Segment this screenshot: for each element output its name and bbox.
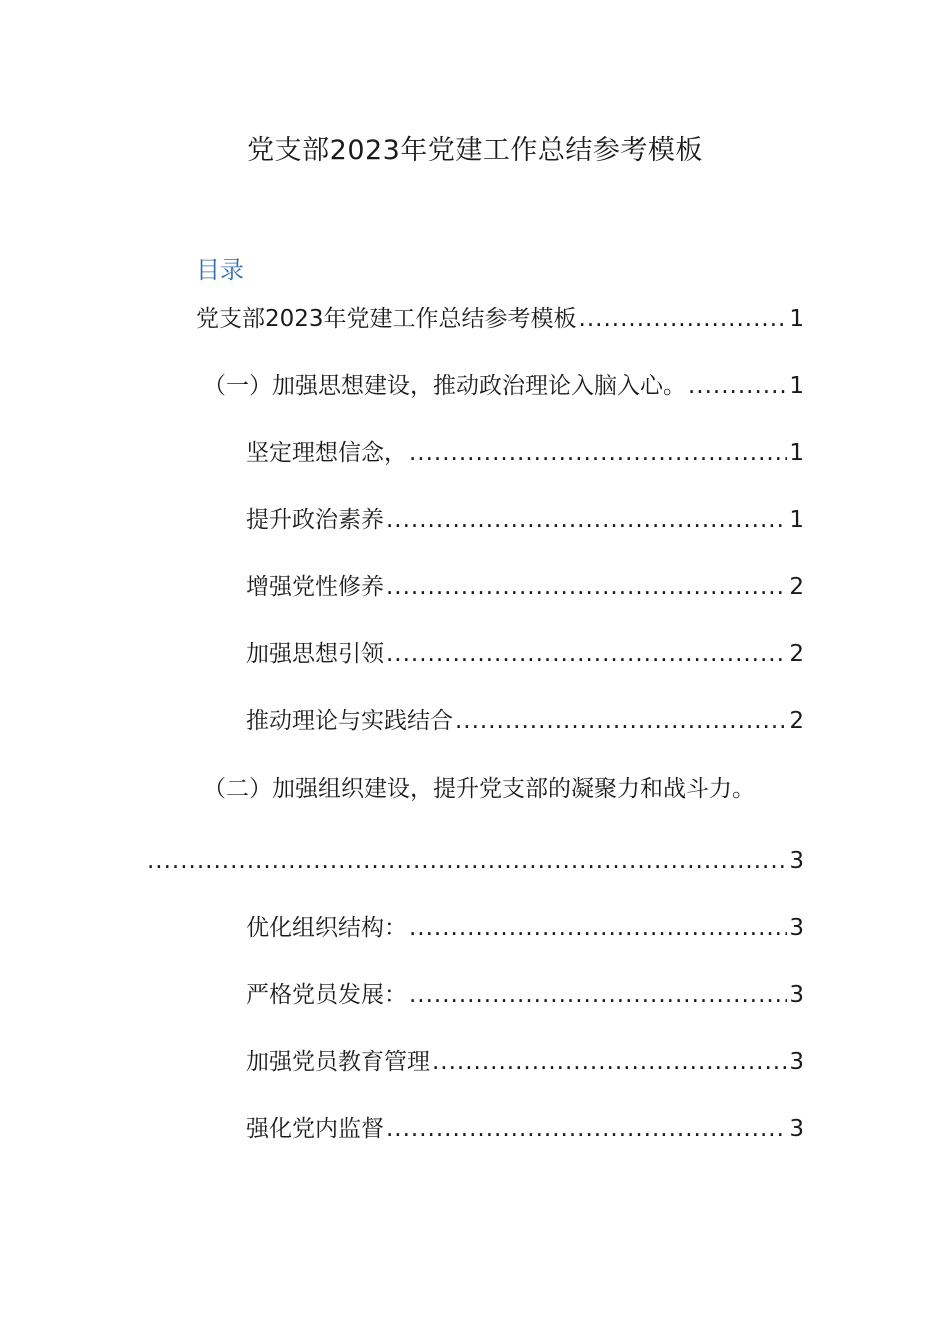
toc-page-number: 2	[789, 574, 804, 600]
toc-entry-label: 增强党性修养	[246, 574, 384, 600]
toc-heading: 目录	[196, 256, 244, 284]
toc-dot-leader	[386, 570, 787, 604]
toc-page-number: 3	[789, 848, 804, 874]
toc-page-number: 3	[789, 915, 804, 941]
document-title: 党支部2023年党建工作总结参考模板	[247, 135, 703, 166]
toc-dot-leader	[386, 503, 787, 537]
toc-dot-leader	[386, 637, 787, 671]
toc-page-number: 1	[789, 440, 804, 466]
toc-entry[interactable]	[246, 978, 804, 1012]
toc-page-number: 1	[789, 306, 804, 332]
toc-entry[interactable]	[246, 637, 804, 671]
toc-entry-label: （二）加强组织建设，提升党支部的凝聚力和战斗力。	[203, 776, 755, 802]
toc-dot-leader	[432, 1045, 787, 1079]
toc-entry-label: （一）加强思想建设，推动政治理论入脑入心。	[203, 373, 686, 399]
toc-entry-wrapped[interactable]	[203, 772, 755, 806]
toc-entry-label: 坚定理想信念，	[246, 440, 407, 466]
toc-page-number: 3	[789, 1049, 804, 1075]
toc-dot-leader	[688, 369, 787, 403]
toc-entry[interactable]	[246, 570, 804, 604]
toc-entry-label: 优化组织结构：	[246, 915, 407, 941]
toc-page-number: 2	[789, 708, 804, 734]
toc-dot-leader	[147, 844, 787, 878]
toc-page-number: 1	[789, 507, 804, 533]
toc-entry-label: 加强思想引领	[246, 641, 384, 667]
toc-entry[interactable]	[246, 503, 804, 537]
toc-entry-label: 党支部2023年党建工作总结参考模板	[196, 306, 577, 332]
toc-entry[interactable]	[203, 369, 804, 403]
toc-entry-label: 强化党内监督	[246, 1116, 384, 1142]
toc-entry[interactable]	[246, 436, 804, 470]
toc-dot-leader	[579, 302, 788, 336]
toc-page-number: 2	[789, 641, 804, 667]
toc-dot-leader	[386, 1112, 787, 1146]
toc-entry-label: 提升政治素养	[246, 507, 384, 533]
toc-entry[interactable]	[246, 704, 804, 738]
toc-dot-leader	[409, 911, 787, 945]
toc-page-number: 3	[789, 1116, 804, 1142]
toc-entry-label: 加强党员教育管理	[246, 1049, 430, 1075]
toc-entry[interactable]	[246, 1112, 804, 1146]
toc-dot-leader	[409, 978, 787, 1012]
toc-dot-leader	[409, 436, 787, 470]
toc-page-number: 3	[789, 982, 804, 1008]
toc-entry-continuation[interactable]	[145, 844, 804, 878]
toc-entry[interactable]	[196, 302, 804, 336]
toc-entry[interactable]	[246, 1045, 804, 1079]
toc-page-number: 1	[789, 373, 804, 399]
toc-entry-label: 严格党员发展：	[246, 982, 407, 1008]
toc-entry-label: 推动理论与实践结合	[246, 708, 453, 734]
toc-entry[interactable]	[246, 911, 804, 945]
toc-dot-leader	[455, 704, 787, 738]
